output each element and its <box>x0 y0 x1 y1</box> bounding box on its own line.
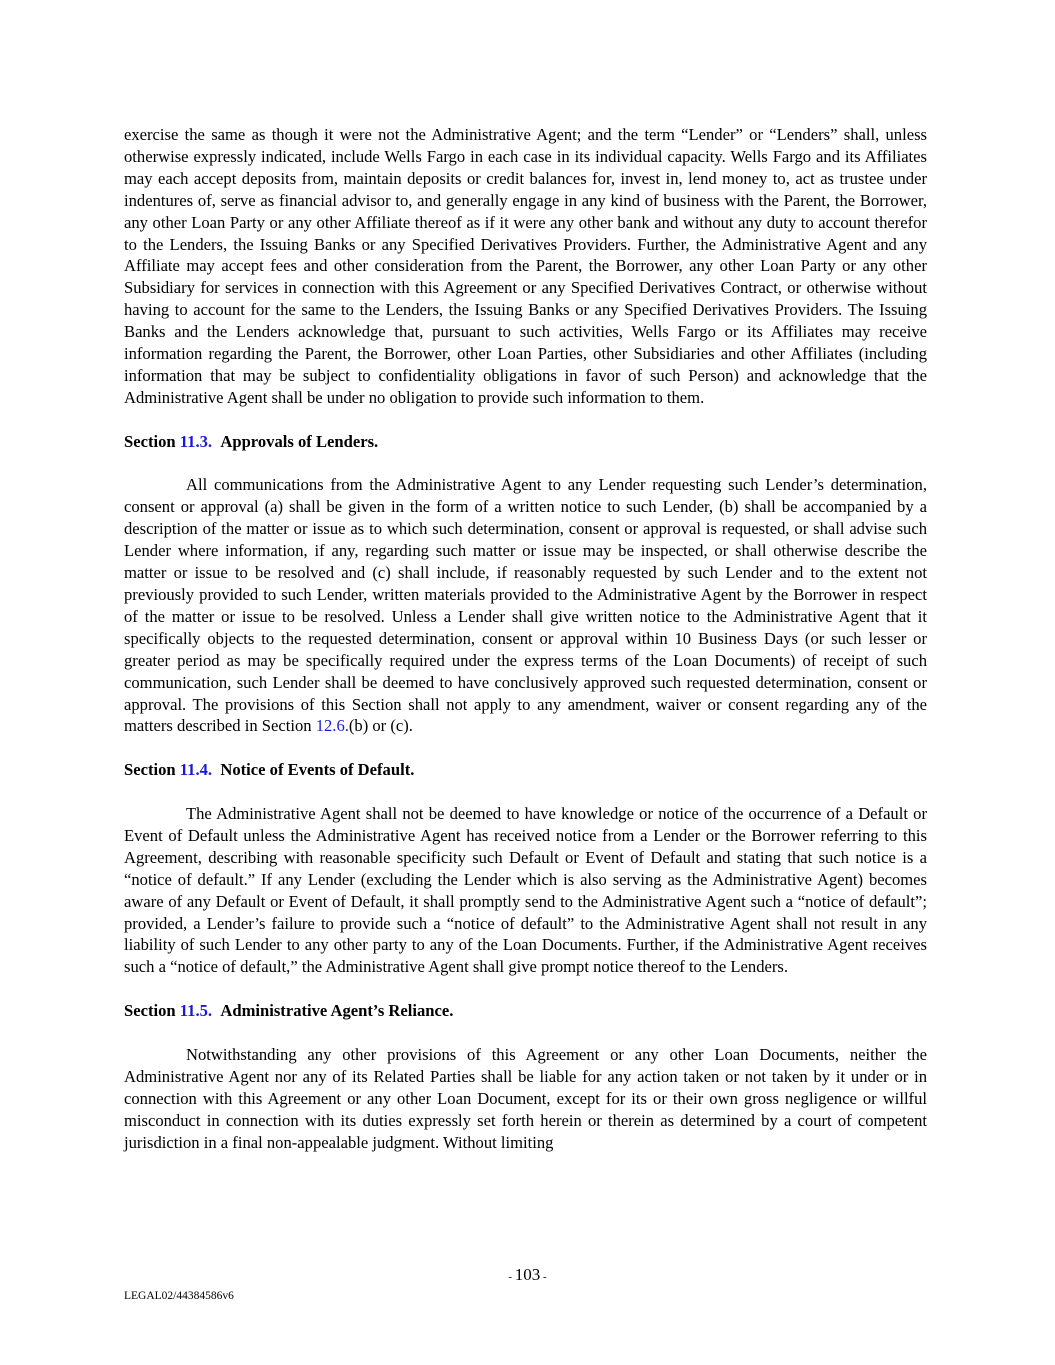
section-number-link[interactable]: 11.4. <box>179 760 213 780</box>
page-number-footer <box>0 1265 1055 1287</box>
section-number-link[interactable]: 11.5. <box>179 1001 213 1021</box>
section-prefix: Section <box>124 431 180 451</box>
section-title: Administrative Agent’s Reliance. <box>220 1001 454 1021</box>
section-text-end: (b) or (c). <box>348 716 413 736</box>
section-number-link[interactable]: 11.3. <box>179 431 213 451</box>
section-title: Notice of Events of Default. <box>220 760 415 780</box>
section-body-11-4: The Administrative Agent shall not be deemed to have knowledge or notice of the occurrence of a Default or Event of Default unless the Administrative Agent has received notice from a Lender or the Borrower referring to this Agreement, describing with reasonable specificity such Default or Event of Default and stating that such notice is a “notice of default.” If any Lender (excluding the Lender which is also serving as the Administrative Agent) becomes aware of any Default or Event of Default, it shall promptly send to the Administrative Agent such a “notice of default”; provided, a Lender’s failure to provide such a “notice of default” to the Administrative Agent shall not result in any liability of such Lender to any other party to any of the Loan Documents. Further, if the Administrative Agent receives such a “notice of default,” the Administrative Agent shall give prompt notice thereof to the Lenders. <box>124 804 927 977</box>
section-body-11-5: Notwithstanding any other provisions of this Agreement or any other Loan Documents, neither the Administrative Agent nor any of its Related Parties shall be liable for any action taken or not taken by it under or in connection with this Agreement or any other Loan Document, except for its or their own gross negligence or willful misconduct in connection with its duties expressly set forth herein or therein as determined by a court of competent jurisdiction in a final non-appealable judgment. Without limiting <box>124 1044 927 1152</box>
page-dash-right: - <box>540 1271 547 1283</box>
section-prefix: Section <box>124 760 180 780</box>
section-text: All communications from the Administrative Agent to any Lender requesting such Lender’s determination, consent or approval (a) shall be given in the form of a written notice to such Lender, (b) shall be accompanied by a description of the matter or issue as to which such determination, consent or approval is requested, or shall advise such Lender where information, if any, regarding such matter or issue may be inspected, or shall otherwise describe the matter or issue to be resolved and (c) shall include, if reasonably requested by such Lender and to the extent not previously provided to such Lender, written materials provided to the Administrative Agent by the Borrower in respect of the matter or issue to be resolved. Unless a Lender shall give written notice to the Administrative Agent that it specifically objects to the requested determination, consent or approval within 10 Business Days (or such lesser or greater period as may be specifically required under the express terms of the Loan Documents) of receipt of such communication, such Lender shall be deemed to have conclusively approved such requested determination, consent or approval. The provisions of this Section shall not apply to any amendment, waiver or consent regarding any of the matters described in Section <box>124 475 927 736</box>
section-body-11-3 <box>124 474 927 737</box>
page-number: 103 <box>514 1265 541 1284</box>
section-prefix: Section <box>124 1001 180 1021</box>
section-title: Approvals of Lenders. <box>220 431 379 451</box>
document-id-footer: LEGAL02/44384586v6 <box>124 1290 234 1302</box>
document-page <box>124 124 927 1154</box>
section-heading-11-4 <box>124 759 927 781</box>
continuation-paragraph: exercise the same as though it were not the Administrative Agent; and the term “Lender” or “Lenders” shall, unless otherwise expressly indicated, include Wells Fargo in each case in its individual capacity. Wells Fargo and its Affiliates may each accept deposits from, maintain deposits or credit balances for, invest in, lend money to, act as trustee under indentures of, serve as financial advisor to, and generally engage in any kind of business with the Parent, the Borrower, any other Loan Party or any other Affiliate thereof as if it were any other bank and without any duty to account therefor to the Lenders, the Issuing Banks or any Specified Derivatives Providers. Further, the Administrative Agent and any Affiliate may accept fees and other consideration from the Parent, the Borrower, any other Loan Party or any other Subsidiary for services in connection with this Agreement or any Specified Derivatives Contract, or otherwise without having to account for the same to the Lenders, the Issuing Banks or any Specified Derivatives Providers. The Issuing Banks and the Lenders acknowledge that, pursuant to such activities, Wells Fargo or its Affiliates may receive information regarding the Parent, the Borrower, other Loan Parties, other Subsidiaries and other Affiliates (including information that may be subject to confidentiality obligations in favor of such Person) and acknowledge that the Administrative Agent shall be under no obligation to provide such information to them. <box>124 125 927 407</box>
section-heading-11-5 <box>124 1000 927 1022</box>
page-dash-left: - <box>508 1271 515 1283</box>
section-heading-11-3 <box>124 431 927 453</box>
cross-reference-link[interactable]: 12.6. <box>315 716 349 736</box>
